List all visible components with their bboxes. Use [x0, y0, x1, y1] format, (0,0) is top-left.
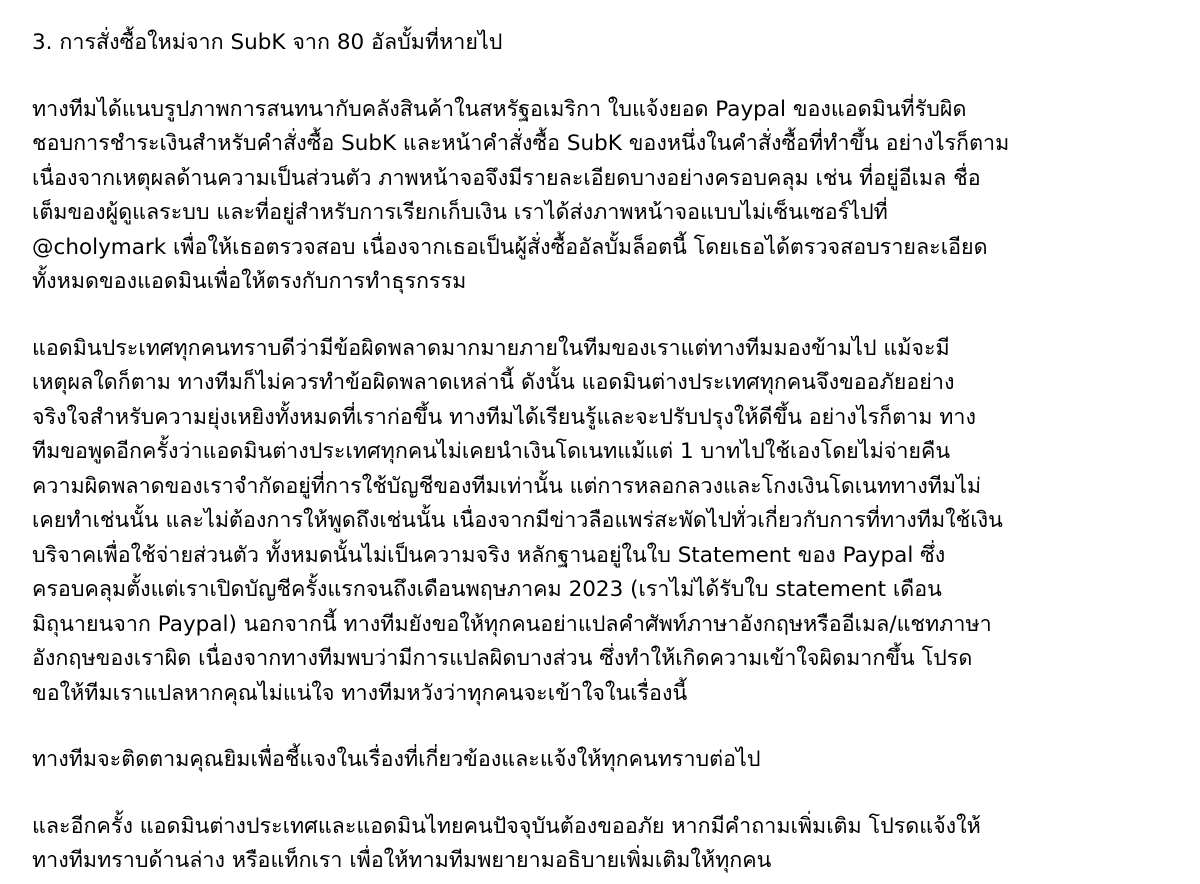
paragraph-line: อังกฤษของเราผิด เนื่องจากทางทีมพบว่ามีการแปลผิดบางส่วน ซึ่งทำให้เกิดความเข้าใจผิดมากขึ้น โปรด: [32, 646, 973, 671]
paragraph-line: บริจาคเพื่อใช้จ่ายส่วนตัว ทั้งหมดนั้นไม่เป็นความจริง หลักฐานอยู่ในใบ Statement ของ Paypal ซึ่ง: [32, 542, 946, 568]
paragraph-line: ทางทีมได้แนบรูปภาพการสนทนากับคลังสินค้าในสหรัฐอเมริกา ใบแจ้งยอด Paypal ของแอดมินที่รับผิด: [32, 96, 967, 122]
paragraph-line: จริงใจสำหรับความยุ่งเหยิงทั้งหมดที่เราก่อขึ้น ทางทีมได้เรียนรู้และจะปรับปรุงให้ดีขึ้น อย่างไรก็ตาม ทาง: [32, 404, 976, 430]
paragraph: [32, 810, 1182, 879]
paragraph-line: ทางทีมจะติดตามคุณยิมเพื่อชี้แจงในเรื่องที่เกี่ยวข้องและแจ้งให้ทุกคนทราบต่อไป: [32, 747, 761, 772]
section-heading: 3. การสั่งซื้อใหม่จาก SubK จาก 80 อัลบั้มที่หายไป: [32, 30, 503, 55]
paragraph-line: มิถุนายนจาก Paypal) นอกจากนี้ ทางทีมยังขอให้ทุกคนอย่าแปลคำศัพท์ภาษาอังกฤษหรืออีเมล/แชทภาษา: [32, 611, 992, 637]
paragraph-line: เต็มของผู้ดูแลระบบ และที่อยู่สำหรับการเรียกเก็บเงิน เราได้ส่งภาพหน้าจอแบบไม่เซ็นเซอร์ไปที่: [32, 200, 888, 225]
paragraph-line: ครอบคลุมตั้งแต่เราเปิดบัญชีครั้งแรกจนถึงเดือนพฤษภาคม 2023 (เราไม่ได้รับใบ statement เดือน: [32, 577, 942, 602]
paragraph-line: ทางทีมทราบด้านล่าง หรือแท็กเรา เพื่อให้ทามทีมพยายามอธิบายเพิ่มเติมให้ทุกคน: [32, 848, 772, 873]
paragraph: [32, 332, 1182, 712]
paragraph-line: @cholymark เพื่อให้เธอตรวจสอบ เนื่องจากเธอเป็นผู้สั่งซื้ออัลบั้มล็อตนี้ โดยเธอได้ตรวจสอบรายละเอียด: [32, 234, 988, 260]
document-body: [32, 0, 1182, 879]
paragraph: [32, 743, 1182, 778]
paragraph-list: [32, 93, 1182, 879]
paragraph-line: และอีกครั้ง แอดมินต่างประเทศและแอดมินไทยคนปัจจุบันต้องขออภัย หากมีคำถามเพิ่มเติม โปรดแจ้งให้: [32, 813, 981, 839]
paragraph-line: เคยทำเช่นนั้น และไม่ต้องการให้พูดถึงเช่นนั้น เนื่องจากมีข่าวลือแพร่สะพัดไปทั่วเกี่ยวกับการที่ทางทีมใช้เงิน: [32, 508, 1003, 533]
paragraph-line: เนื่องจากเหตุผลด้านความเป็นส่วนตัว ภาพหน้าจอจึงมีรายละเอียดบางอย่างครอบคลุม เช่น ที่อยู่อีเมล ชื่อ: [32, 165, 981, 191]
paragraph-line: แอดมินประเทศทุกคนทราบดีว่ามีข้อผิดพลาดมากมายภายในทีมของเราแต่ทางทีมมองข้ามไป แม้จะมี: [32, 335, 950, 361]
paragraph-line: ทีมขอพูดอีกครั้งว่าแอดมินต่างประเทศทุกคนไม่เคยนำเงินโดเนทแม้แต่ 1 บาทไปใช้เองโดยไม่จ่ายคืน: [32, 439, 951, 464]
paragraph-line: ชอบการชำระเงินสำหรับคำสั่งซื้อ SubK และหน้าคำสั่งซื้อ SubK ของหนึ่งในคำสั่งซื้อที่ทำขึ้น อย่างไรก็ตาม: [32, 131, 1010, 156]
paragraph: [32, 93, 1182, 300]
paragraph-line: ทั้งหมดของแอดมินเพื่อให้ตรงกับการทำธุรกรรม: [32, 269, 467, 294]
paragraph-line: ขอให้ทีมเราแปลหากคุณไม่แน่ใจ ทางทีมหวังว่าทุกคนจะเข้าใจในเรื่องนี้: [32, 680, 688, 706]
paragraph-line: ความผิดพลาดของเราจำกัดอยู่ที่การใช้บัญชีของทีมเท่านั้น แต่การหลอกลวงและโกงเงินโดเนททางทีมไม่: [32, 473, 982, 499]
paragraph-line: เหตุผลใดก็ตาม ทางทีมก็ไม่ควรทำข้อผิดพลาดเหล่านี้ ดังนั้น แอดมินต่างประเทศทุกคนจึงขออภัยอย่าง: [32, 370, 955, 395]
